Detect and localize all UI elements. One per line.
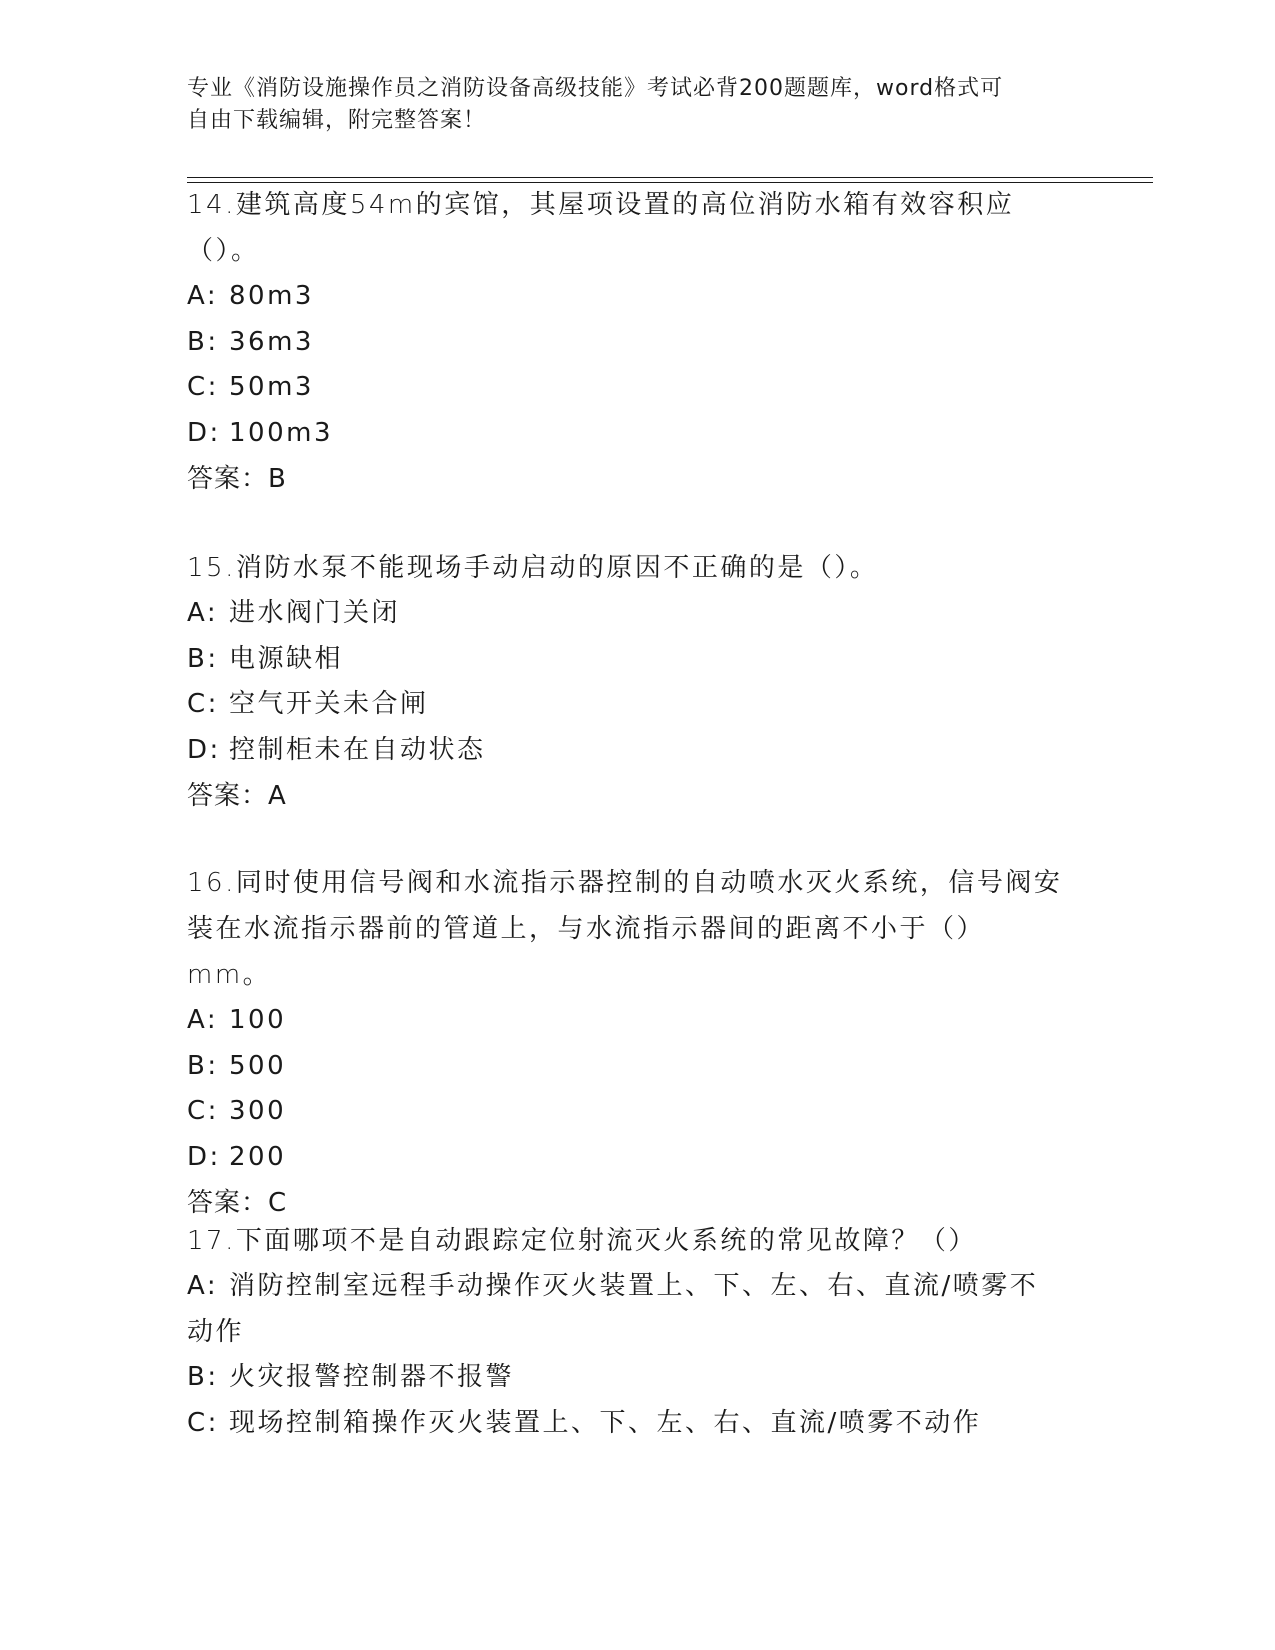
option-text: 火灾报警控制器不报警 — [229, 1362, 515, 1392]
option-text: 空气开关未合闸 — [229, 689, 429, 719]
option-key: C: — [187, 689, 219, 719]
option-key: C: — [187, 1407, 219, 1438]
option-b — [187, 1355, 1047, 1401]
option-c — [187, 1089, 1067, 1135]
option-text: 500 — [229, 1050, 287, 1081]
answer: 答案：C — [187, 1188, 288, 1218]
option-key: B: — [187, 1050, 219, 1081]
option-text: 300 — [229, 1096, 287, 1126]
option-key: C: — [187, 372, 219, 402]
question-15 — [187, 545, 1087, 819]
option-text: 电源缺相 — [229, 643, 344, 674]
option-a — [187, 274, 1047, 320]
answer: 答案：B — [187, 464, 287, 494]
option-text: 50m3 — [229, 372, 314, 402]
option-key: B: — [187, 643, 219, 674]
question-17 — [187, 1218, 1047, 1446]
question-stem: 14.建筑高度54m的宾馆，其屋项设置的高位消防水箱有效容积应（）。 — [187, 190, 1015, 266]
option-b — [187, 637, 1087, 683]
option-c — [187, 682, 1087, 728]
header-line-1: 专业《消防设施操作员之消防设备高级技能》考试必背200题题库，word格式可 — [187, 76, 1004, 101]
answer: 答案：A — [187, 781, 287, 811]
option-key: A: — [187, 1005, 219, 1035]
option-text: 消防控制室远程手动操作灭火装置上、下、左、右、直流/喷雾不动作 — [187, 1271, 1039, 1347]
option-text: 进水阀门关闭 — [229, 598, 401, 628]
option-b — [187, 320, 1047, 366]
option-text: 36m3 — [229, 326, 314, 357]
option-a — [187, 998, 1067, 1044]
option-key: D: — [187, 1141, 221, 1172]
header-line-2: 自由下载编辑，附完整答案！ — [187, 108, 487, 133]
option-text: 100 — [229, 1005, 287, 1035]
option-key: A: — [187, 281, 219, 311]
option-a — [187, 591, 1087, 637]
option-c — [187, 365, 1047, 411]
option-key: A: — [187, 1271, 219, 1301]
option-key: D: — [187, 734, 221, 765]
option-d — [187, 1135, 1067, 1181]
option-a — [187, 1264, 1047, 1355]
option-text: 100m3 — [229, 417, 333, 448]
option-text: 控制柜未在自动状态 — [229, 734, 486, 765]
question-14 — [187, 182, 1047, 502]
option-d — [187, 411, 1047, 457]
question-stem: 15.消防水泵不能现场手动启动的原因不正确的是（）。 — [187, 553, 879, 583]
document-header — [187, 73, 1067, 137]
option-key: C: — [187, 1096, 219, 1126]
option-key: A: — [187, 598, 219, 628]
option-key: B: — [187, 1362, 219, 1392]
option-text: 80m3 — [229, 281, 314, 311]
option-b — [187, 1044, 1067, 1090]
option-d — [187, 728, 1087, 774]
option-text: 200 — [229, 1141, 287, 1172]
question-stem: 17.下面哪项不是自动跟踪定位射流灭火系统的常见故障？（） — [187, 1226, 977, 1256]
header-rule-top — [187, 177, 1153, 178]
option-c — [187, 1401, 1047, 1447]
option-key: B: — [187, 326, 219, 357]
option-key: D: — [187, 417, 221, 448]
question-16 — [187, 860, 1067, 1226]
option-text: 现场控制箱操作灭火装置上、下、左、右、直流/喷雾不动作 — [229, 1407, 982, 1438]
question-stem: 16.同时使用信号阀和水流指示器控制的自动喷水灭火系统，信号阀安装在水流指示器前的管道上，与水流指示器间的距离不小于（）mm。 — [187, 868, 1063, 990]
